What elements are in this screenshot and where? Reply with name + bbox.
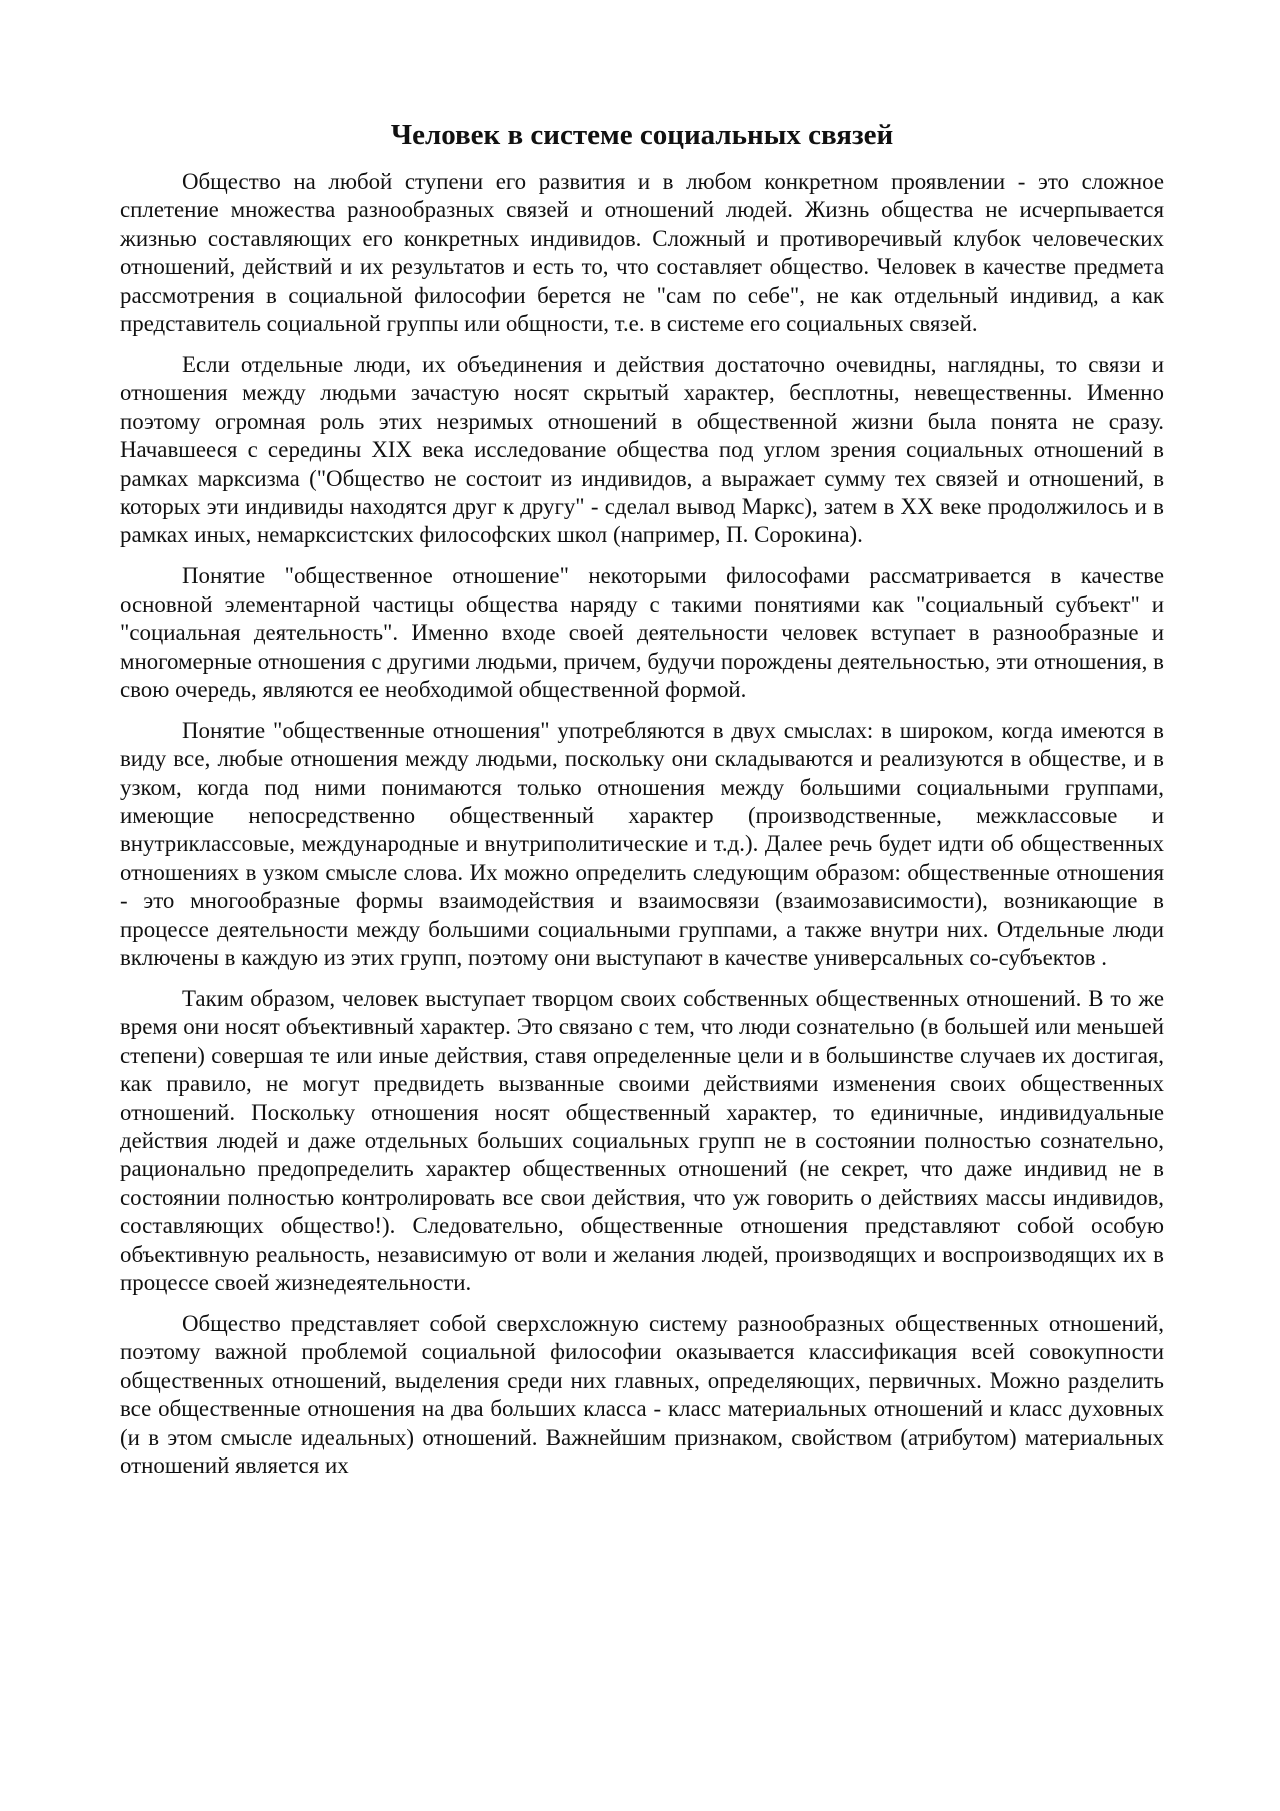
paragraph: Общество представляет собой сверхсложную систему разнообразных общественных отношений, поэтому важной проблемой социальной философии оказывается классификация всей совокупности общественных отношений, выделения среди них главных, определяющих, первичных. Можно разделить все общественные отношения на два больших класса - класс материальных отношений и класс духовных (и в этом смысле идеальных) отношений. Важнейшим признаком, свойством (атрибутом) материальных отношений является их — [120, 1310, 1164, 1478]
paragraph: Понятие "общественное отношение" некоторыми философами рассматривается в качестве основной элементарной частицы общества наряду с такими понятиями как "социальный субъект" и "социальная деятельность". Именно входе своей деятельности человек вступает в разнообразные и многомерные отношения с другими людьми, причем, будучи порождены деятельностью, эти отношения, в свою очередь, являются ее необходимой общественной формой. — [120, 563, 1164, 702]
paragraph: Если отдельные люди, их объединения и действия достаточно очевидны, наглядны, то связи и отношения между людьми зачастую носят скрытый характер, бесплотны, невещественны. Именно поэтому огромная роль этих незримых отношений в общественной жизни была понята не сразу. Начавшееся с середины XIX века исследование общества под углом зрения социальных отношений в рамках марксизма ("Общество не состоит из индивидов, а выражает сумму тех связей и отношений, в которых эти индивиды находятся друг к другу" - сделал вывод Маркс), затем в XX веке продолжилось и в рамках иных, немарксистских философских школ (например, П. Сорокина). — [120, 351, 1164, 548]
paragraph: Общество на любой ступени его развития и в любом конкретном проявлении - это сложное сплетение множества разнообразных связей и отношений людей. Жизнь общества не исчерпывается жизнью составляющих его конкретных индивидов. Сложный и противоречивый клубок человеческих отношений, действий и их результатов и есть то, что составляет общество. Человек в качестве предмета рассмотрения в социальной философии берется не "сам по себе", не как отдельный индивид, а как представитель социальной группы или общности, т.е. в системе его социальных связей. — [120, 169, 1164, 337]
page-title: Человек в системе социальных связей — [390, 119, 894, 151]
paragraph: Понятие "общественные отношения" употребляются в двух смыслах: в широком, когда имеются в виду все, любые отношения между людьми, поскольку они складываются и реализуются в обществе, и в узком, когда под ними понимаются только отношения между большими социальными группами, имеющие непосредственно общественный характер (производственные, межклассовые и внутриклассовые, международные и внутриполитические и т.д.). Далее речь будет идти об общественных отношениях в узком смысле слова. Их можно определить следующим образом: общественные отношения - это многообразные формы взаимодействия и взаимосвязи (взаимозависимости), возникающие в процессе деятельности между большими социальными группами, а также внутри них. Отдельные люди включены в каждую из этих групп, поэтому они выступают в качестве универсальных со-субъектов . — [120, 717, 1164, 971]
paragraph: Таким образом, человек выступает творцом своих собственных общественных отношений. В то же время они носят объективный характер. Это связано с тем, что люди сознательно (в большей или меньшей степени) совершая те или иные действия, ставя определенные цели и в большинстве случаев их достигая, как правило, не могут предвидеть вызванные своими действиями изменения своих общественных отношений. Поскольку отношения носят общественный характер, то единичные, индивидуальные действия людей и даже отдельных больших социальных групп не в состоянии полностью сознательно, рационально предопределить характер общественных отношений (не секрет, что даже индивид не в состоянии полностью контролировать все свои действия, что уж говорить о действиях массы индивидов, составляющих общество!). Следовательно, общественные отношения представляют собой особую объективную реальность, независимую от воли и желания людей, производящих и воспроизводящих их в процессе своей жизнедеятельности. — [120, 985, 1164, 1296]
